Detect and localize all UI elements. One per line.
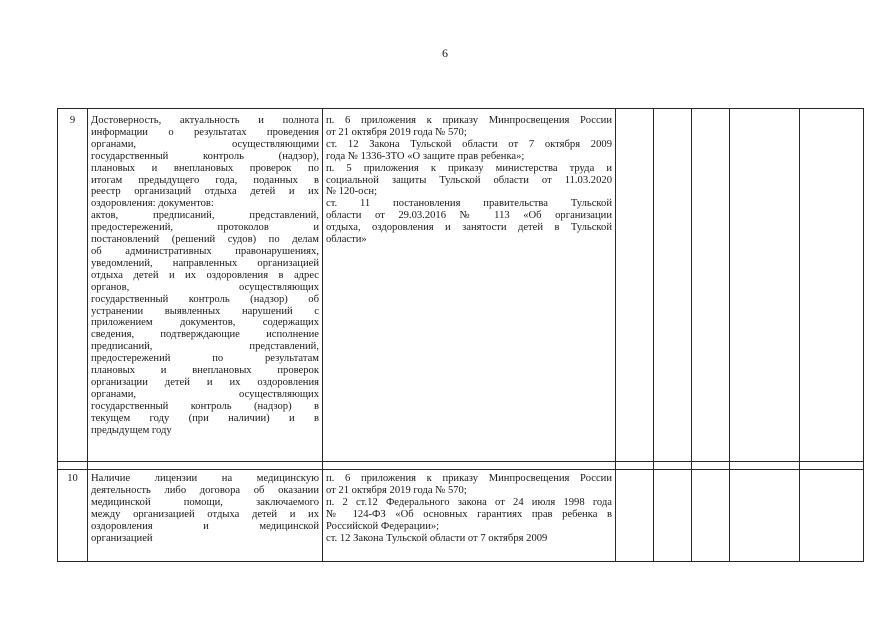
text-line: государственный контроль (надзор) об xyxy=(91,293,319,305)
text-line: области» xyxy=(326,234,367,246)
text-line: области от 29.03.2016 № 113 «Об организации xyxy=(326,210,612,222)
text-line: органами, осуществляющими xyxy=(91,138,319,150)
text-line: Российской Федерации»; xyxy=(326,520,440,532)
text-line: государственный контроль (надзор), xyxy=(91,150,319,162)
text-line: ст. 12 Закона Тульской области от 7 октября 2009 xyxy=(326,138,612,150)
text-line: уведомлений, направленных организацией xyxy=(91,257,319,269)
text-line: п. 6 приложения к приказу Минпросвещения России xyxy=(326,115,612,126)
text-line: оздоровления: документов: xyxy=(91,198,214,210)
note-cell xyxy=(800,109,864,462)
row-gap xyxy=(58,462,864,470)
legal-basis-cell xyxy=(323,109,616,462)
text-line: ст. 11 постановления правительства Тульской xyxy=(326,198,612,210)
text-line: отдыха, оздоровления и занятости детей в Тульской xyxy=(326,222,612,234)
page-number: 6 xyxy=(442,46,448,60)
text-line: п. 2 ст.12 Федерального закона от 24 июля 1998 года xyxy=(326,496,612,508)
text-line: от 21 октября 2019 года № 570; xyxy=(326,484,467,496)
text-line: организацией xyxy=(91,532,153,544)
requirement-cell xyxy=(88,470,323,562)
text-line: п. 6 приложения к приказу Минпросвещения России xyxy=(326,473,612,484)
text-line: сведения, подтверждающие исполнение xyxy=(91,329,319,341)
text-line: от 21 октября 2019 года № 570; xyxy=(326,126,467,138)
text-line: между организацией отдыха детей и их xyxy=(91,508,319,520)
answer-cell xyxy=(692,470,730,562)
text-line: плановых и внеплановых проверок xyxy=(91,365,319,377)
text-line: приложением документов, содержащих xyxy=(91,317,319,329)
text-line: года № 1336-ЗТО «О защите прав ребенка»; xyxy=(326,150,525,162)
text-line: плановых и внеплановых проверок по xyxy=(91,162,319,174)
text-line: социальной защиты Тульской области от 11.03.2020 xyxy=(326,174,612,186)
note-cell xyxy=(800,470,864,562)
text-line: актов, предписаний, представлений, xyxy=(91,210,319,222)
text-line: текущем году (при наличии) и в xyxy=(91,412,319,424)
requirements-table xyxy=(57,108,864,562)
text-line: предостережений, протоколов и xyxy=(91,222,319,234)
answer-cell xyxy=(692,109,730,462)
text-line: органов, осуществляющих xyxy=(91,281,319,293)
text-line: Достоверность, актуальность и полнота xyxy=(91,115,319,126)
text-line: постановлений (решений судов) по делам xyxy=(91,234,319,246)
text-line: деятельность либо договора об оказании xyxy=(91,484,319,496)
table-row xyxy=(58,470,864,562)
text-line: органами, осуществляющих xyxy=(91,388,319,400)
text-line: отдыха детей и их оздоровления в адрес xyxy=(91,269,319,281)
note-cell xyxy=(730,109,800,462)
answer-cell xyxy=(654,470,692,562)
text-line: № 120-осн; xyxy=(326,186,378,198)
legal-basis-cell xyxy=(323,470,616,562)
answer-cell xyxy=(654,109,692,462)
text-line: п. 5 приложения к приказу министерства труда и xyxy=(326,162,612,174)
answer-cell xyxy=(616,109,654,462)
text-line: устранении выявленных нарушений с xyxy=(91,305,319,317)
text-line: оздоровления и медицинской xyxy=(91,520,319,532)
text-line: об административных правонарушениях, xyxy=(91,245,319,257)
table-row xyxy=(58,109,864,462)
text-line: предписаний, представлений, xyxy=(91,341,319,353)
text-line: информации о результатах проведения xyxy=(91,126,319,138)
text-line: организации детей и их оздоровления xyxy=(91,376,319,388)
text-line: Наличие лицензии на медицинскую xyxy=(91,473,319,484)
text-line: ст. 12 Закона Тульской области от 7 октября 2009 xyxy=(326,532,548,544)
requirement-cell xyxy=(88,109,323,462)
answer-cell xyxy=(616,470,654,562)
text-line: предыдущем году xyxy=(91,424,172,436)
text-line: итогам предыдущего года, поданных в xyxy=(91,174,319,186)
row-number: 10 xyxy=(58,470,88,562)
row-number: 9 xyxy=(58,109,88,462)
text-line: государственный контроль (надзор) в xyxy=(91,400,319,412)
text-line: реестр организаций отдыха детей и их xyxy=(91,186,319,198)
text-line: № 124-ФЗ «Об основных гарантиях прав ребенка в xyxy=(326,508,612,520)
note-cell xyxy=(730,470,800,562)
text-line: медицинской помощи, заключаемого xyxy=(91,496,319,508)
text-line: предостережений по результатам xyxy=(91,353,319,365)
